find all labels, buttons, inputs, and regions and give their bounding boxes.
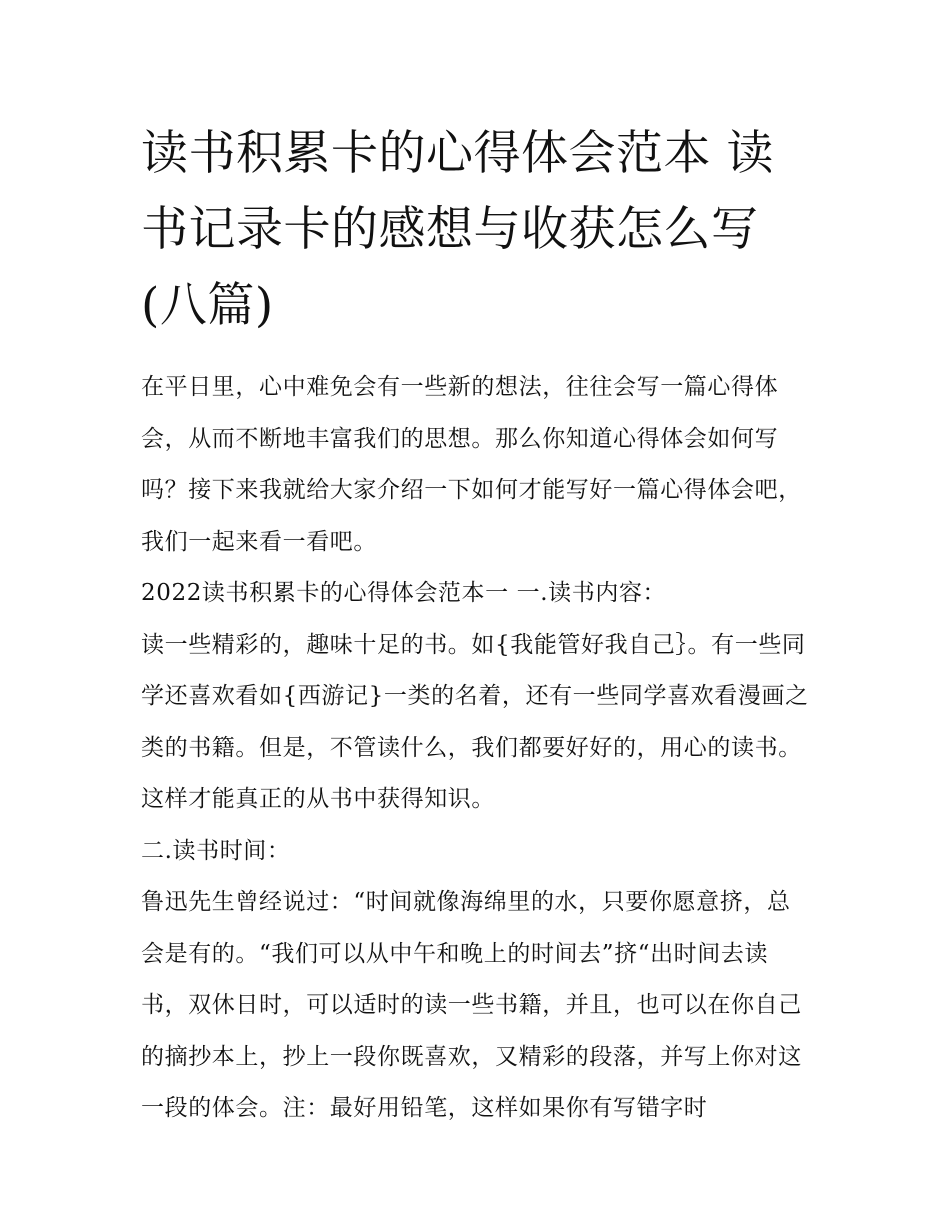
document-content	[141, 116, 813, 1135]
section-heading-reading-content: 2022读书积累卡的心得体会范本一 一.读书内容：	[141, 580, 667, 606]
document-title: 读书积累卡的心得体会范本 读书记录卡的感想与收获怎么写(八篇)	[141, 126, 774, 333]
reading-time-paragraph: 鲁迅先生曾经说过：“时间就像海绵里的水，只要你愿意挤，总会是有的。“我们可以从中午和晚上的时间去”挤“出时间去读书，双休日时，可以适时的读一些书籍，并且，也可以在你自己的摘抄本上，抄上一段你既喜欢，又精彩的段落，并写上你对这一段的体会。注：最好用铅笔，这样如果你有写错字时	[141, 889, 802, 1121]
reading-content-paragraph: 读一些精彩的，趣味十足的书。如{我能管好我自己｝。有一些同学还喜欢看如{西游记}一类的名着，还有一些同学喜欢看漫画之类的书籍。但是，不管读什么，我们都要好好的，用心的读书。这样才能真正的从书中获得知识。	[141, 631, 809, 812]
document-body	[141, 362, 813, 1135]
section-heading-reading-time: 二.读书时间：	[141, 837, 291, 864]
intro-paragraph: 在平日里，心中难免会有一些新的想法，往往会写一篇心得体会，从而不断地丰富我们的思想。那么你知道心得体会如何写吗？接下来我就给大家介绍一下如何才能写好一篇心得体会吧，我们一起来看一看吧。	[141, 374, 802, 555]
